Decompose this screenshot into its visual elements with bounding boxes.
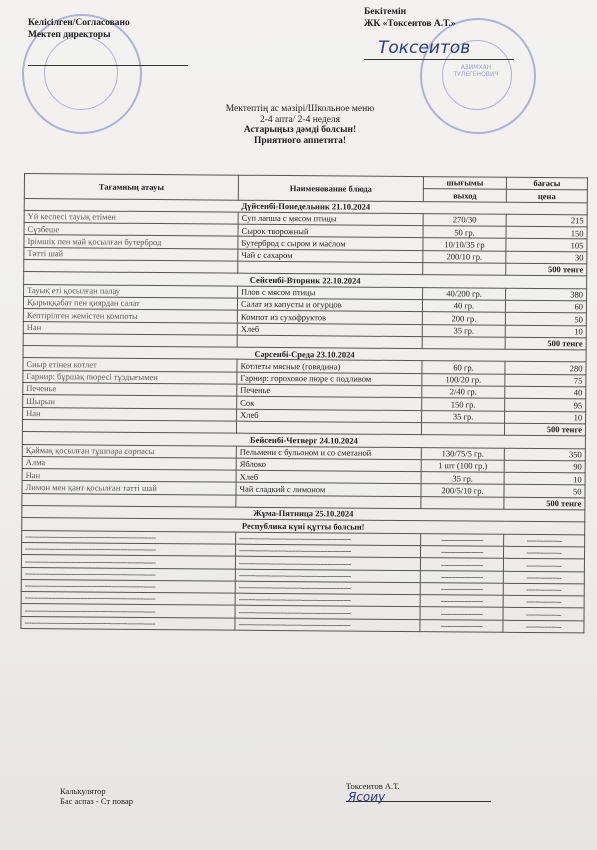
day-total: 500 тенге xyxy=(506,263,587,276)
placeholder-kz: -------------------------------------------------------- xyxy=(22,542,236,556)
dish-name-ru: Яблоко xyxy=(236,458,421,472)
day-title: Сейсенбі-Вторник 22.10.2024 xyxy=(24,272,587,289)
dish-name-ru: Плов с мясом птицы xyxy=(238,286,423,300)
dish-name-ru: Компот из сухофруктов xyxy=(237,310,422,324)
greeting-kz: Астарыңыз дәмді болсын! xyxy=(243,125,357,135)
chef-label: Бас аспаз - Ст повар xyxy=(60,796,133,806)
dish-name-kz: Нан xyxy=(23,407,237,421)
placeholder-ru: ------------------------------------------------ xyxy=(235,556,420,570)
header-yield-kz: шығымы xyxy=(423,177,506,190)
total-empty-cell xyxy=(423,263,506,276)
entrepreneur-label: ЖК «Токсеитов А.Т.» xyxy=(364,19,456,29)
placeholder-yield: ------------------ xyxy=(421,533,504,546)
dish-name-ru: Хлеб xyxy=(236,470,421,484)
calculator-block xyxy=(60,786,133,806)
dish-name-kz: Нан xyxy=(22,469,236,483)
dish-name-kz: Сиыр етінен котлет xyxy=(23,358,237,372)
dish-yield: 35 гр. xyxy=(422,324,505,337)
dish-price: 95 xyxy=(505,399,586,412)
placeholder-kz: -------------------------------------------------------- xyxy=(21,555,235,569)
dish-name-kz: Сүзбеше xyxy=(24,223,238,237)
holiday-greeting: Республика күні құтты болсын! xyxy=(22,518,585,535)
total-empty-cell xyxy=(422,336,505,349)
placeholder-price: --------------- xyxy=(504,534,585,547)
dish-name-ru: Суп лапша с мясом птицы xyxy=(238,212,423,226)
placeholder-kz: -------------------------------------------------------- xyxy=(21,592,235,606)
dish-price: 50 xyxy=(505,313,586,326)
dish-name-ru: Печенье xyxy=(237,384,422,398)
round-stamp-left-inner xyxy=(44,36,118,110)
placeholder-kz: -------------------------------------------------------- xyxy=(21,567,235,581)
dish-yield: 35 гр. xyxy=(422,410,505,423)
placeholder-yield: ------------------ xyxy=(420,558,503,571)
dish-name-kz: Қаймақ қосылған тұшпара сорпасы xyxy=(22,444,236,458)
dish-name-ru: Сок xyxy=(237,397,422,411)
dish-price: 10 xyxy=(505,411,586,424)
dish-yield: 60 гр. xyxy=(422,361,505,374)
dish-name-kz: Тәтті шай xyxy=(24,247,238,261)
director-label: Мектеп директоры xyxy=(28,30,111,40)
placeholder-price: --------------- xyxy=(503,583,584,596)
dish-name-ru: Хлеб xyxy=(237,409,422,423)
placeholder-kz: -------------------------------------------------------- xyxy=(21,579,235,593)
dish-name-ru: Котлеты мясные (говядина) xyxy=(237,360,422,374)
placeholder-price: --------------- xyxy=(503,608,584,621)
dish-price: 30 xyxy=(506,251,587,264)
day-title: Жұма-Пятница 25.10.2024 xyxy=(22,506,585,523)
placeholder-ru: ------------------------------------------------ xyxy=(235,569,420,583)
menu-title-block xyxy=(150,104,450,146)
menu-table xyxy=(20,173,588,633)
day-total: 500 тенге xyxy=(504,423,585,436)
day-total: 500 тенге xyxy=(505,337,586,350)
dish-price: 350 xyxy=(504,448,585,461)
day-total: 500 тенге xyxy=(504,497,585,510)
dish-yield: 40/200 гр. xyxy=(423,287,506,300)
dish-name-kz: Үй кеспесі тауық етімен xyxy=(24,210,238,224)
dish-yield: 150 гр. xyxy=(422,398,505,411)
placeholder-kz: -------------------------------------------------------- xyxy=(22,530,236,544)
approver-signature-line xyxy=(364,59,514,60)
table-header-row xyxy=(24,174,587,191)
dish-price: 105 xyxy=(506,239,587,252)
calculator-label: Калькулятор xyxy=(60,786,106,796)
dish-name-ru: Гарнир: гороховое пюре с подливом xyxy=(237,372,422,386)
dish-name-kz: Ірімшік пен май қосылған бутерброд xyxy=(24,235,238,249)
dish-name-ru: Сырок творожный xyxy=(238,224,423,238)
dish-name-kz: Алма xyxy=(22,456,236,470)
dish-name-kz: Кептірілген жемістен компоты xyxy=(23,309,237,323)
week-label: 2-4 апта/ 2-4 неделя xyxy=(259,114,341,125)
dish-yield: 1 шт (100 гр.) xyxy=(421,459,504,472)
placeholder-yield: ------------------ xyxy=(420,607,503,620)
dish-yield: 270/30 xyxy=(423,214,506,227)
dish-price: 90 xyxy=(504,460,585,473)
placeholder-ru: ------------------------------------------------ xyxy=(235,544,420,558)
dish-price: 40 xyxy=(505,386,586,399)
dish-name-kz: Лимон мен қант қосылған тәтті шай xyxy=(22,481,236,495)
dish-price: 380 xyxy=(506,288,587,301)
placeholder-yield: ------------------ xyxy=(420,582,503,595)
header-kz-name: Тағамның атауы xyxy=(24,174,238,200)
placeholder-price: --------------- xyxy=(503,571,584,584)
day-title: Сәрсенбі-Среда 23.10.2024 xyxy=(23,346,586,363)
stamp-text: АЗИМХАН ТУЛЕГЕНОВИЧ xyxy=(453,64,499,78)
placeholder-ru: ------------------------------------------------ xyxy=(235,593,420,607)
dish-name-ru: Чай сладкий с лимоном xyxy=(236,483,421,497)
dish-yield: 10/10/35 гр xyxy=(423,238,506,251)
dish-name-ru: Хлеб xyxy=(237,323,422,337)
placeholder-ru: ------------------------------------------------ xyxy=(235,581,420,595)
dish-name-ru: Чай с сахаром xyxy=(238,249,423,263)
dish-price: 150 xyxy=(506,226,587,239)
placeholder-price: --------------- xyxy=(503,620,584,633)
placeholder-ru: ------------------------------------------------ xyxy=(236,532,421,546)
day-title: Бейсенбі-Четверг 24.10.2024 xyxy=(22,432,585,449)
dish-name-kz: Қырыққабат пен қиярдан салат xyxy=(23,296,237,310)
dish-yield: 50 гр. xyxy=(423,226,506,239)
placeholder-yield: ------------------ xyxy=(420,546,503,559)
dish-name-ru: Салат из капусты и огурцов xyxy=(237,298,422,312)
placeholder-yield: ------------------ xyxy=(420,570,503,583)
dish-yield: 200/5/10 гр. xyxy=(421,484,504,497)
placeholder-kz: -------------------------------------------------------- xyxy=(21,616,235,630)
dish-name-kz: Тауық еті қосылған палау xyxy=(24,284,238,298)
dish-name-kz: Шырын xyxy=(23,395,237,409)
dish-yield: 130/75/5 гр. xyxy=(421,447,504,460)
placeholder-kz: -------------------------------------------------------- xyxy=(21,604,235,618)
director-signature-line xyxy=(28,65,188,66)
dish-price: 50 xyxy=(504,485,585,498)
chef-name: Токсеитов А.Т. xyxy=(346,781,400,791)
total-empty-cell xyxy=(421,496,504,509)
chef-signature: Ясоиу xyxy=(348,790,386,804)
approver-signature: Токсеитов xyxy=(378,38,471,58)
placeholder-ru: ------------------------------------------------ xyxy=(235,606,420,620)
dish-price: 215 xyxy=(506,214,587,227)
dish-yield: 200/10 гр. xyxy=(423,250,506,263)
dish-price: 60 xyxy=(505,300,586,313)
header-yield-ru: выход xyxy=(423,189,506,202)
dish-price: 10 xyxy=(504,472,585,485)
approve-label: Бекітемін xyxy=(364,7,407,17)
dish-name-kz: Гарнир: бұршақ пюресі тұздығымен xyxy=(23,370,237,384)
placeholder-price: --------------- xyxy=(503,546,584,559)
dish-price: 75 xyxy=(505,374,586,387)
dish-yield: 40 гр. xyxy=(422,300,505,313)
dish-yield: 100/20 гр. xyxy=(422,373,505,386)
header-price-kz: бағасы xyxy=(506,177,587,190)
placeholder-ru: ------------------------------------------------ xyxy=(235,618,420,632)
dish-yield: 200 гр. xyxy=(422,312,505,325)
header-price-ru: цена xyxy=(506,190,587,203)
placeholder-price: --------------- xyxy=(503,558,584,571)
dish-name-kz: Нан xyxy=(23,321,237,335)
dish-name-ru: Бутерброд с сыром и маслом xyxy=(238,237,423,251)
header-ru-name: Наименование блюда xyxy=(238,175,423,201)
dish-price: 280 xyxy=(505,362,586,375)
placeholder-price: --------------- xyxy=(503,595,584,608)
placeholder-yield: ------------------ xyxy=(420,595,503,608)
menu-title: Мектептің ас мәзірі/Школьное меню xyxy=(225,104,375,114)
approval-block-right xyxy=(364,6,456,30)
placeholder-yield: ------------------ xyxy=(420,619,503,632)
approval-block-left xyxy=(28,17,130,41)
greeting-ru: Приятного аппетита! xyxy=(253,135,346,146)
total-empty-cell xyxy=(421,423,504,436)
dish-price: 10 xyxy=(505,325,586,338)
agreed-label: Келісілген/Согласовано xyxy=(28,18,130,28)
dish-name-kz: Печенье xyxy=(23,383,237,397)
day-title: Дүйсенбі-Понедельник 21.10.2024 xyxy=(24,198,587,215)
dish-yield: 35 гр. xyxy=(421,472,504,485)
dish-name-ru: Пельмени с бульоном и со сметаной xyxy=(236,446,421,460)
dish-yield: 2/40 гр. xyxy=(422,386,505,399)
